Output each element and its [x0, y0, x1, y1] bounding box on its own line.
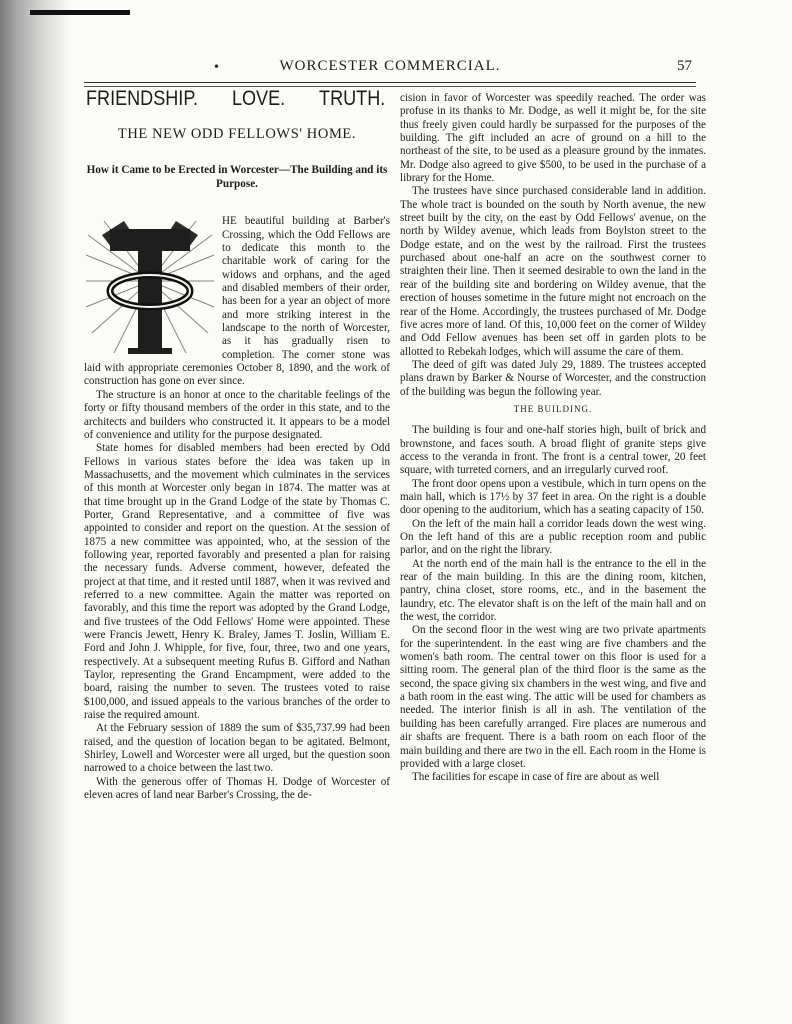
paragraph: At the February session of 1889 the sum of $35,737.99 had been raised, and the question of location began to be agitated. Belmont, Shirley, Lowell and Worcester were all urged, but the question soon narrowed to a choice between the last two.: [84, 722, 390, 775]
paragraph: HE beautiful building at Barber's Crossing, which the Odd Fellows are to dedicate this month to the charitable work of caring for the widows and orphans, and the aged and disabled members of their order, has been for a year an object of more and more striking interest in the landscape to the north of Worcester, as it has gradually risen to completion. The corner stone was laid with appropriate ceremonies October 8, 1890, and the work of construction has gone on ever since.: [84, 215, 390, 388]
paragraph: The deed of gift was dated July 29, 1889. The trustees accepted plans drawn by Barker & Nourse of Worcester, and the construction of the building was begun the following year.: [400, 358, 706, 398]
publication-title: WORCESTER COMMERCIAL.: [279, 58, 501, 74]
article-subhead: How it Came to be Erected in Worcester—The Building and its Purpose.: [86, 164, 388, 191]
scan-artifact-bar: [30, 10, 130, 15]
paragraph: On the left of the main hall a corridor leads down the west wing. On the left hand of this are a public reception room and public parlor, and on the right the library.: [400, 517, 706, 557]
scan-shadow-edge: [0, 0, 70, 1024]
page-header: [84, 56, 696, 83]
dropcap-illustration: [84, 215, 216, 357]
left-column: [84, 87, 390, 802]
article-headline: THE NEW ODD FELLOWS' HOME.: [117, 126, 357, 142]
paragraph: The front door opens upon a vestibule, which in turn opens on the main hall, which is 17½ by 37 feet in area. On the right is a double door opening to the auditorium, which has a seating capacity of 150.: [400, 477, 706, 517]
paragraph: The facilities for escape in case of fire are about as well: [412, 771, 660, 784]
right-column: [400, 92, 706, 785]
motto-love: LOVE.: [231, 87, 286, 110]
header-dot: •: [214, 60, 219, 75]
page-number: 57: [677, 58, 692, 74]
paragraph: At the north end of the main hall is the entrance to the ell in the rear of the main building. In this are the dining room, kitchen, pantry, china closet, store rooms, etc., and in the basement the laundry, etc. The elevator shaft is on the left of the main hall and on the west, the corridor.: [400, 557, 706, 624]
paragraph: The building is four and one-half stories high, built of brick and brownstone, and faces south. A broad flight of granite steps give access to the veranda in front. The front is a central tower, 20 feet square, with turreted corners, and an irregularly curved roof.: [400, 424, 706, 477]
motto-truth: TRUTH.: [319, 87, 386, 110]
paragraph: With the generous offer of Thomas H. Dodge of Worcester of eleven acres of land near Barber's Crossing, the de-: [84, 775, 390, 802]
motto-friendship: FRIENDSHIP.: [86, 87, 199, 110]
paragraph: The structure is an honor at once to the charitable feelings of the forty or fifty thousand members of the order in this state, and to the architects and builders who constructed it. It appears to be a model of convenience and utility for the purpose designated.: [84, 388, 390, 441]
section-title-building: THE BUILDING.: [513, 403, 593, 414]
motto: [86, 87, 386, 118]
paragraph: On the second floor in the west wing are two private apartments for the superintendent. In the east wing are five chambers and the women's bath room. The central tower on this floor is used for a sitting room. The general plan of the third floor is the same as the second, the space giving six chambers in the west wing, and five and a bath room in the east wing. The attic will be used for chambers as needed. The interior finish is all in ash. The ventilation of the building has been carefully arranged. Fire places are numerous and air shafts are frequent. There is a bath room on each floor of the main building and there are two in the ell. Each room in the Home is provided with a large closet.: [400, 624, 706, 770]
paragraph: cision in favor of Worcester was speedily reached. The order was profuse in its thanks to Mr. Dodge, as well it might be, for the site thus freely given could hardly be surpassed for the purposes of the building. The gift included an acre of ground on a hill to the northeast of the site, to be used as a pleasure ground by the inmates. Mr. Dodge also agreed to give $500, to be used in the purchase of a library for the Home.: [400, 92, 706, 185]
three-links-emblem-icon: [84, 215, 216, 357]
paragraph: State homes for disabled members had been erected by Odd Fellows in various states before the idea was taken up in Massachusetts, and the movement which culminates in the services of this month at Worcester only began in 1874. The matter was at that time brought up in the Grand Lodge of the state by Thomas C. Porter, Grand Representative, and a committee of five was appointed to consider and report on the question. At the session of 1875 a new committee was appointed, who, at the session of the following year, reported favorably and presented a plan for raising the necessary funds. Adverse comment, however, defeated the project at that time, and it rested until 1887, when it was revived and referred to a new committee. Again the matter was reported on favorably, and this time the report was adopted by the Grand Lodge, and five trustees of the Odd Fellows' Home were appointed. These were Francis Jewett, Henry K. Braley, James T. Joslin, William E. Ford and John J. Whipple, for five, four, three, two and one years, respectively. At a subsequent meeting Rufus B. Gifford and Nathan Taylor, representing the Grand Encampment, were added to the board, raising the number to seven. The trustees voted to raise $100,000, and issued appeals to the various branches of the order to raise the required amount.: [84, 442, 390, 722]
paragraph: The trustees have since purchased considerable land in addition. The whole tract is bounded on the south by North avenue, the new street built by the city, on the east by Odd Fellows' avenue, on the north by Wildey avenue, which leads from Boylston street to the Dodge estate, and on the west by the railroad. First the trustees purchased about one-half an acre on the southwest corner to straighten their line. Then it seemed desirable to own the land in the rear of the building site and bordering on Wildey avenue, that the erection of houses sometime in the future might not encroach on the rear of the Home. Accordingly, the trustees purchased of Mr. Dodge five acres more of land. Of this, 10,000 feet on the corner of Wildey and Odd Fellow avenues has been set off in garden plots to be allotted to Rebekah lodges, which will assume the care of them.: [400, 185, 706, 358]
